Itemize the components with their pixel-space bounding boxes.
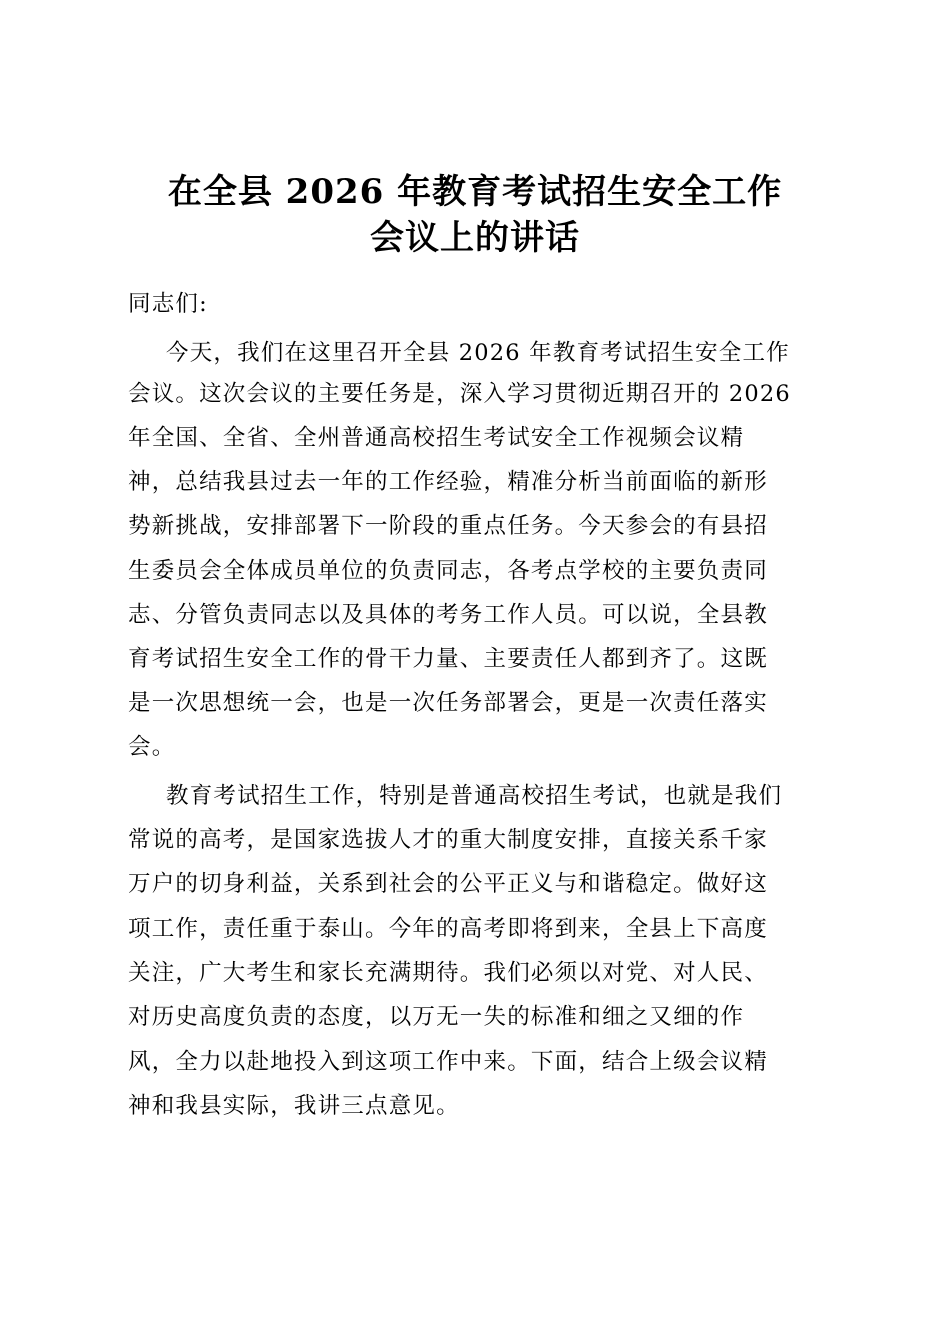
paragraph-1-line: 会。 xyxy=(128,734,176,760)
title-line-1: 在全县 2026 年教育考试招生安全工作 xyxy=(167,172,783,212)
paragraph-1-line: 育考试招生安全工作的骨干力量、主要责任人都到齐了。这既 xyxy=(128,646,768,672)
paragraph-1-line: 年全国、全省、全州普通高校招生考试安全工作视频会议精 xyxy=(128,425,745,451)
paragraph-1-line: 是一次思想统一会，也是一次任务部署会，更是一次责任落实 xyxy=(128,690,768,716)
paragraph-2-line: 万户的切身利益，关系到社会的公平正义与和谐稳定。做好这 xyxy=(128,871,768,897)
paragraph-1-line: 会议。这次会议的主要任务是，深入学习贯彻近期召开的 2026 xyxy=(128,381,791,407)
paragraph-2-line: 项工作，责任重于泰山。今年的高考即将到来，全县上下高度 xyxy=(128,916,768,942)
paragraph-2-line: 风，全力以赴地投入到这项工作中来。下面，结合上级会议精 xyxy=(128,1049,768,1075)
paragraph-1-line: 势新挑战，安排部署下一阶段的重点任务。今天参会的有县招 xyxy=(128,513,768,539)
paragraph-2-line: 对历史高度负责的态度，以万无一失的标准和细之又细的作 xyxy=(128,1004,745,1030)
title-line-2: 会议上的讲话 xyxy=(370,218,580,258)
paragraph-2-line: 关注，广大考生和家长充满期待。我们必须以对党、对人民、 xyxy=(128,960,768,986)
paragraph-1-line: 生委员会全体成员单位的负责同志，各考点学校的主要负责同 xyxy=(128,558,768,584)
paragraph-2-line: 教育考试招生工作，特别是普通高校招生考试，也就是我们 xyxy=(166,783,783,809)
salutation: 同志们: xyxy=(128,291,208,317)
paragraph-1-line: 今天，我们在这里召开全县 2026 年教育考试招生安全工作 xyxy=(166,340,790,366)
paragraph-1-line: 神，总结我县过去一年的工作经验，精准分析当前面临的新形 xyxy=(128,469,768,495)
paragraph-1-line: 志、分管负责同志以及具体的考务工作人员。可以说，全县教 xyxy=(128,602,768,628)
paragraph-2-line: 神和我县实际，我讲三点意见。 xyxy=(128,1093,460,1119)
paragraph-2-line: 常说的高考，是国家选拔人才的重大制度安排，直接关系千家 xyxy=(128,827,768,853)
